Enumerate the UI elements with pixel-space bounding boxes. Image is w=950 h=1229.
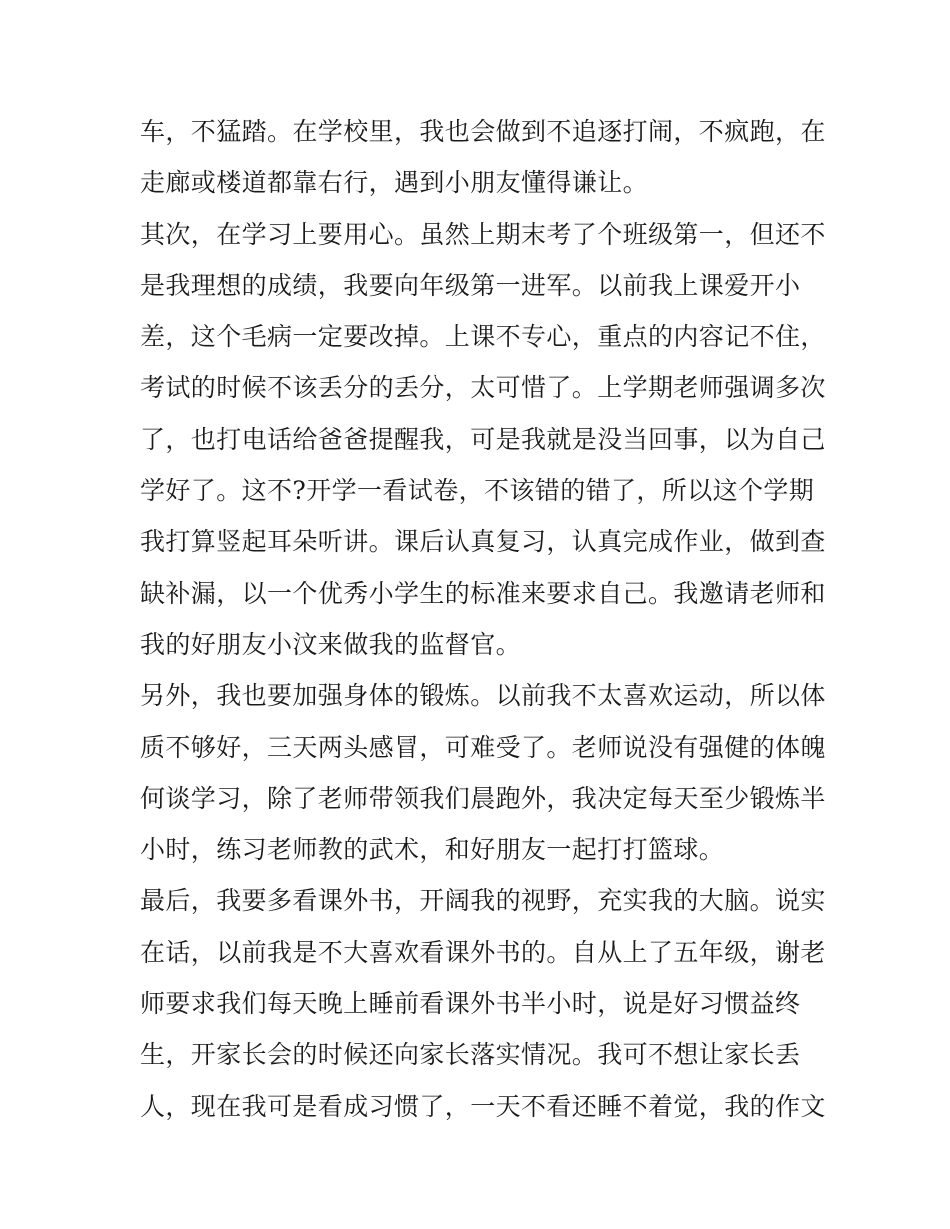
text-line: 另外，我也要加强身体的锻炼。以前我不太喜欢运动，所以体 bbox=[140, 681, 826, 711]
text-line: 我的好朋友小汶来做我的监督官。 bbox=[140, 629, 522, 659]
text-line: 缺补漏，以一个优秀小学生的标准来要求自己。我邀请老师和 bbox=[140, 578, 826, 608]
text-line: 生，开家长会的时候还向家长落实情况。我可不想让家长丢 bbox=[140, 1040, 801, 1070]
text-line: 学好了。这不?开学一看试卷，不该错的错了，所以这个学期 bbox=[140, 476, 815, 506]
text-line: 小时，练习老师教的武术，和好朋友一起打打篮球。 bbox=[140, 835, 725, 865]
text-line: 是我理想的成绩，我要向年级第一进军。以前我上课爱开小 bbox=[140, 270, 801, 300]
text-line: 质不够好，三天两头感冒，可难受了。老师说没有强健的体魄 bbox=[140, 732, 826, 762]
text-line: 考试的时候不该丢分的丢分，太可惜了。上学期老师强调多次 bbox=[140, 373, 826, 403]
body-text bbox=[140, 106, 826, 1132]
text-line: 差，这个毛病一定要改掉。上课不专心，重点的内容记不住， bbox=[140, 322, 826, 352]
text-line: 我打算竖起耳朵听讲。课后认真复习，认真完成作业，做到查 bbox=[140, 527, 826, 557]
text-line: 何谈学习，除了老师带领我们晨跑外，我决定每天至少锻炼半 bbox=[140, 783, 826, 813]
text-line: 人，现在我可是看成习惯了，一天不看还睡不着觉，我的作文 bbox=[140, 1091, 826, 1121]
text-line: 了，也打电话给爸爸提醒我，可是我就是没当回事，以为自己 bbox=[140, 424, 826, 454]
text-line: 最后，我要多看课外书，开阔我的视野，充实我的大脑。说实 bbox=[140, 886, 826, 916]
text-line: 其次，在学习上要用心。虽然上期末考了个班级第一，但还不 bbox=[140, 219, 826, 249]
text-line: 在话，以前我是不大喜欢看课外书的。自从上了五年级，谢老 bbox=[140, 937, 826, 967]
text-line: 师要求我们每天晚上睡前看课外书半小时，说是好习惯益终 bbox=[140, 989, 801, 1019]
text-line: 车，不猛踏。在学校里，我也会做到不追逐打闹，不疯跑，在 bbox=[140, 117, 826, 146]
text-line: 走廊或楼道都靠右行，遇到小朋友懂得谦让。 bbox=[140, 168, 649, 198]
